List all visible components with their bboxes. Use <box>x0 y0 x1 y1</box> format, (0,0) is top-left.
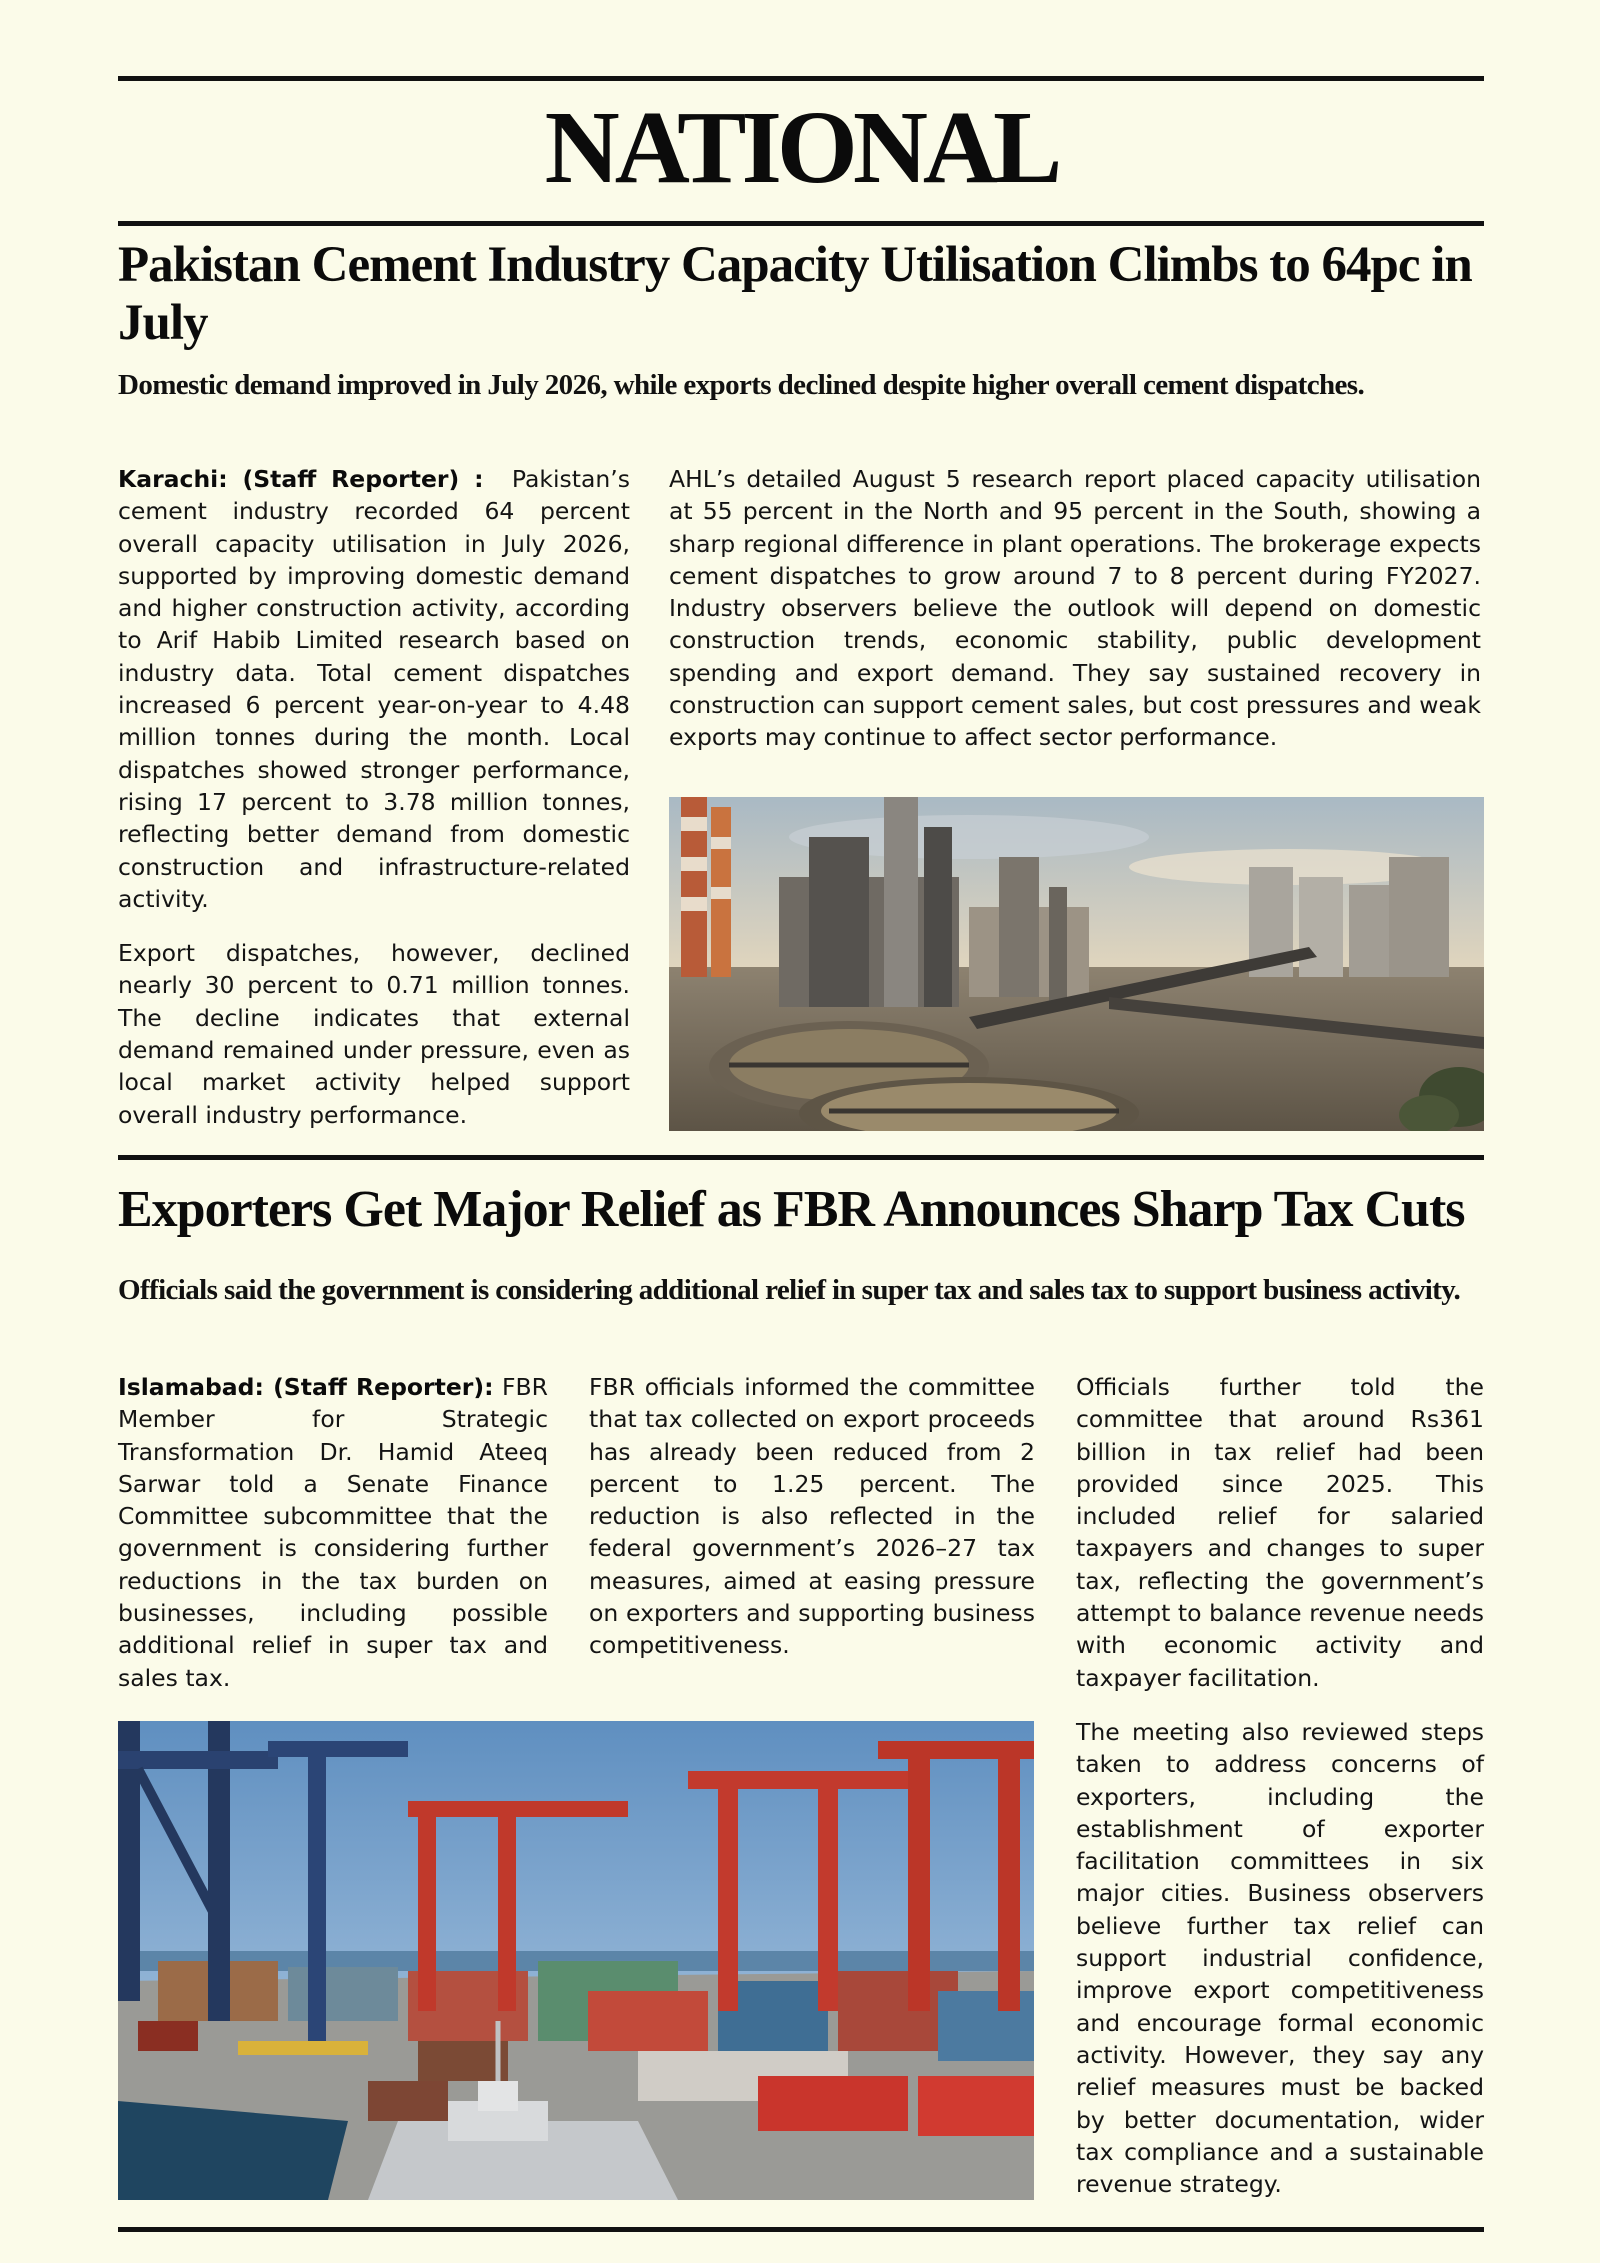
article2-paragraph-2: FBR officials informed the committee that tax collected on export proceeds has already been reduced from 2 percent to 1.25 percent. The reduction is also reflected in the federal government’s 2026–27 tax measures, aimed at easing pressure on exporters and supporting business competitiveness. <box>589 1373 1035 1660</box>
article-divider <box>118 1155 1484 1160</box>
article2-paragraph-1: Islamabad: (Staff Reporter): FBR Member for Strategic Transformation Dr. Hamid Ateeq Sarwar told a Senate Finance Committee subcommittee that the government is considering further reductions in the tax burden on businesses, including possible additional relief in super tax and sales tax. <box>118 1373 548 1692</box>
article1-headline: Pakistan Cement Industry Capacity Utilisation Climbs to 64pc in July <box>118 237 1472 351</box>
top-rule <box>118 76 1484 81</box>
section-title: NATIONAL <box>544 90 1058 205</box>
bottom-rule <box>118 2227 1484 2232</box>
article2-column-1 <box>118 1371 548 1694</box>
article1-paragraph-2: Export dispatches, however, declined nearly 30 percent to 0.71 million tonnes. The decline indicates that external demand remained under pressure, even as local market activity helped support overall industry performance. <box>118 939 630 1129</box>
article2-column-3 <box>1076 1371 1484 2200</box>
article1-column-2 <box>669 463 1481 754</box>
cement-plant-photo <box>669 797 1484 1131</box>
article2-paragraph-4: The meeting also reviewed steps taken to address concerns of exporters, including the establishment of exporter facilitation committees in six major cities. Business observers believe further tax relief can support industrial confidence, improve export competitiveness and encourage formal economic activity. However, they say any relief measures must be backed by better documentation, wider tax compliance and a sustainable revenue strategy. <box>1076 1717 1484 2199</box>
article2-column-2 <box>589 1371 1035 1662</box>
masthead-rule <box>118 221 1484 226</box>
article2-dateline: Islamabad: (Staff Reporter): <box>118 1373 494 1401</box>
article2-paragraph-3: Officials further told the committee that around Rs361 billion in tax relief had been provided since 2025. This included relief for salaried taxpayers and changes to super tax, reflecting the government’s attempt to balance revenue needs with economic activity and taxpayer facilitation. <box>1076 1373 1484 1692</box>
article1-paragraph-1: Karachi: (Staff Reporter) : Pakistan’s cement industry recorded 64 percent overall capacity utilisation in July 2026, supported by improving domestic demand and higher construction activity, according to Arif Habib Limited research based on industry data. Total cement dispatches increased 6 percent year-on-year to 4.48 million tonnes during the month. Local dispatches showed stronger performance, rising 17 percent to 3.78 million tonnes, reflecting better demand from domestic construction and infrastructure-related activity. <box>118 465 630 913</box>
port-cranes-photo <box>118 1721 1034 2200</box>
article1-dateline: Karachi: (Staff Reporter) : <box>118 465 484 493</box>
article2-headline: Exporters Get Major Relief as FBR Announces Sharp Tax Cuts <box>118 1181 1465 1238</box>
article1-paragraph-3: AHL’s detailed August 5 research report placed capacity utilisation at 55 percent in the North and 95 percent in the South, showing a sharp regional difference in plant operations. The brokerage expects cement dispatches to grow around 7 to 8 percent during FY2027. Industry observers believe the outlook will depend on domestic construction trends, economic stability, public development spending and export demand. They say sustained recovery in construction can support cement sales, but cost pressures and weak exports may continue to affect sector performance. <box>669 465 1481 752</box>
article1-column-1 <box>118 463 630 1131</box>
article1-deck: Domestic demand improved in July 2026, while exports declined despite higher overall cement dispatches. <box>118 369 1365 401</box>
article2-deck: Officials said the government is considering additional relief in super tax and sales tax to support business activity. <box>118 1274 1461 1306</box>
